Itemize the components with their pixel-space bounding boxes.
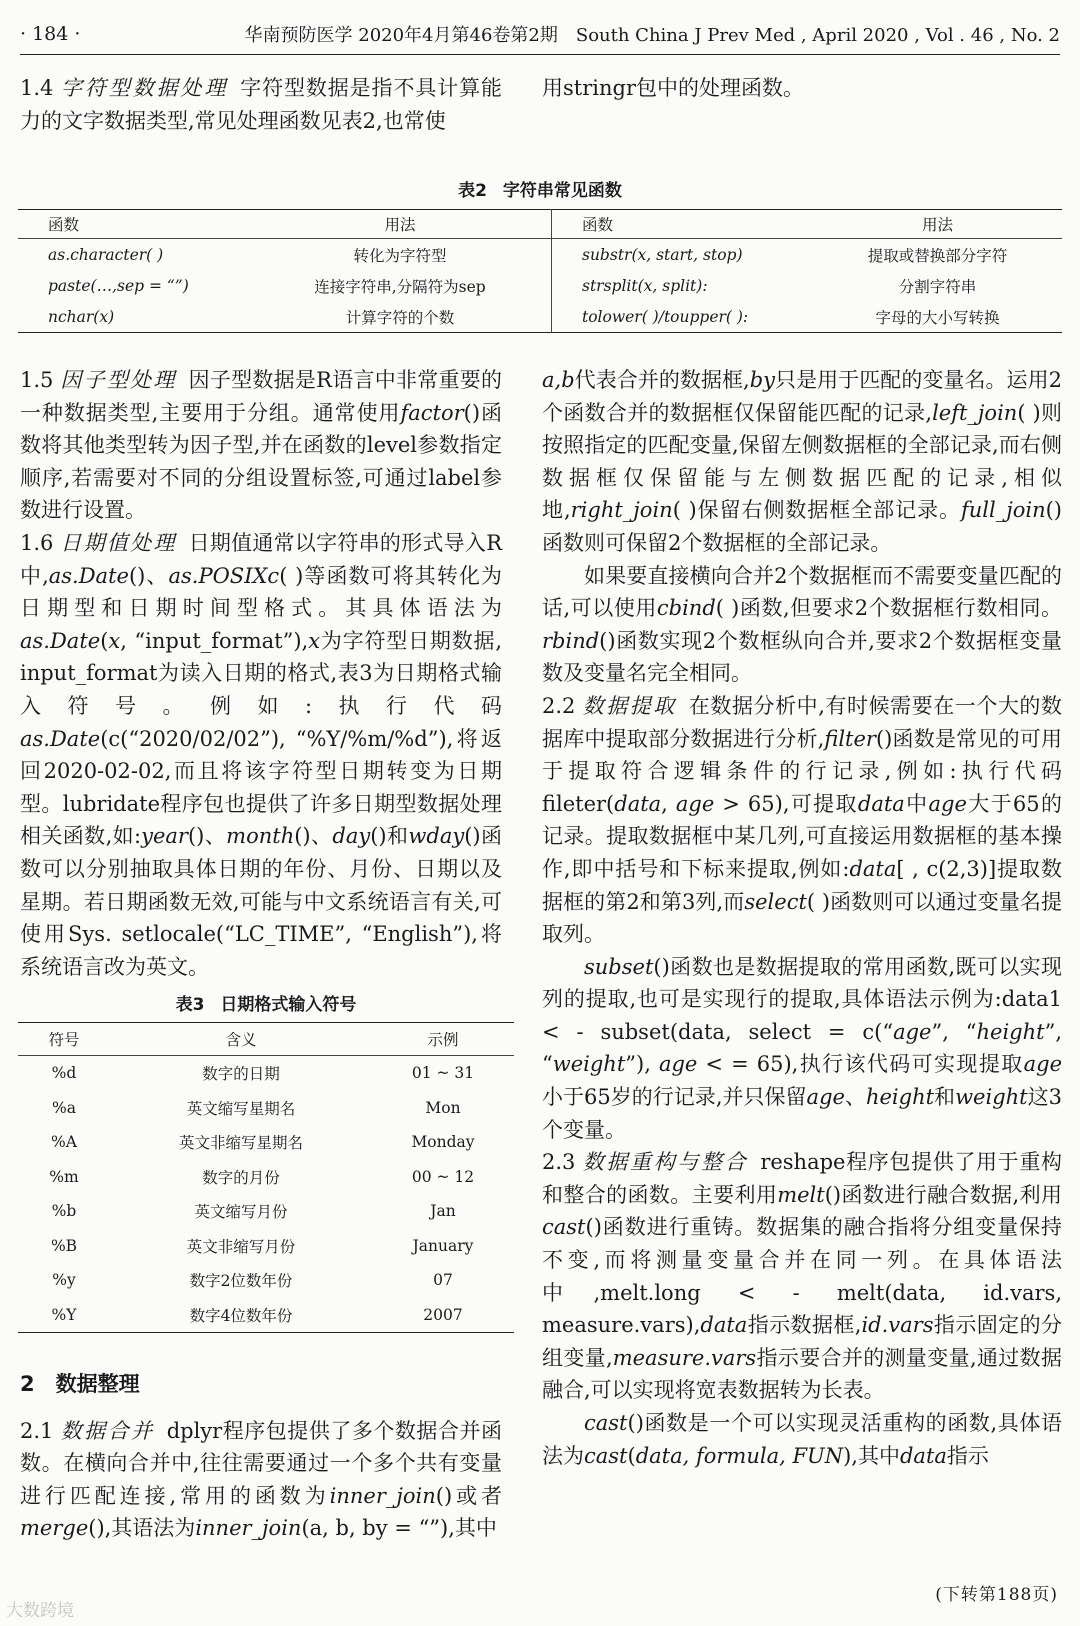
table-row xyxy=(18,1056,514,1091)
table-cell: %m xyxy=(49,1167,79,1186)
table-cell: 数字2位数年份 xyxy=(189,1272,293,1291)
table-cell: %a xyxy=(52,1098,76,1117)
paragraph-text: 和 xyxy=(934,1085,956,1110)
variable-name: x xyxy=(308,628,321,653)
section-1-5 xyxy=(20,364,502,527)
table3-header-cell: 示例 xyxy=(372,1023,514,1056)
section-2-1 xyxy=(20,1415,502,1545)
table-cell: 英文非缩写月份 xyxy=(186,1237,296,1256)
table-cell: 分割字符串 xyxy=(898,277,977,296)
paragraph-text: < = 65),执行该代码可实现提取 xyxy=(697,1052,1024,1077)
paragraph-text: 为字符型日期数据, input_format为读入日期的格式,表3为日期格式输入符号。例如:执行代码 xyxy=(20,628,502,718)
table-cell: 连接字符串,分隔符为sep xyxy=(314,277,486,296)
paragraph xyxy=(542,951,1062,1147)
table-cell: 数字4位数年份 xyxy=(189,1306,293,1325)
variable-name: data xyxy=(857,791,905,816)
table2-header-cell: 函数 xyxy=(552,210,814,239)
function-name: inner_join xyxy=(329,1483,436,1508)
variable-name: id.vars xyxy=(861,1313,934,1338)
table3-header-cell: 含义 xyxy=(110,1023,372,1056)
variable-name: age xyxy=(675,791,715,816)
paragraph-text: 指示数据框, xyxy=(747,1313,862,1338)
section-title: 数据合并 xyxy=(60,1418,155,1443)
paragraph-text: 如果要直接横向合并2个数据框而不需要变量匹配的话,可以使用 xyxy=(542,563,1062,621)
variable-name: height xyxy=(865,1085,935,1110)
paragraph-text: ()函数可以分别抽取具体日期的年份、月份、日期以及星期。若日期函数无效,可能与中文系统语言有关,可使用Sys. setlocale(“LC_TIME”, “English”),将系统语言改为英文。 xyxy=(20,824,503,979)
function-name: left_join xyxy=(932,400,1018,425)
variable-name: data, formula, FUN xyxy=(635,1443,844,1468)
function-name: filter xyxy=(824,726,876,751)
function-name: wday xyxy=(408,824,465,849)
paragraph-text: , “input_format”), xyxy=(120,628,309,653)
table-row xyxy=(18,301,1062,333)
function-name: rbind xyxy=(542,628,600,653)
function-name: as.Date xyxy=(20,726,101,751)
section-2-2 xyxy=(542,690,1062,951)
paragraph-text: (a, b, by = “”),其中 xyxy=(301,1516,497,1541)
section-number: 1.5 xyxy=(20,368,54,392)
function-name: merge xyxy=(20,1516,89,1541)
table-cell: 字母的大小写转换 xyxy=(875,308,1000,327)
function-name: month xyxy=(226,824,295,849)
function-name: cbind xyxy=(656,596,716,621)
paragraph-text: ( )函数则可以通过变量名提取列。 xyxy=(542,889,1062,947)
function-name: cast xyxy=(584,1411,628,1435)
paragraph-text: 用stringr包中的处理函数。 xyxy=(542,76,804,100)
function-name: select xyxy=(744,889,807,914)
paragraph-text: ()函数将其他类型转为因子型,并在函数的level参数指定顺序,若需要对不同的分组设置标签,可通过label参数进行设置。 xyxy=(20,400,502,523)
paragraph-text: ( )等函数可将其转化为日期型和日期时间型格式。其具体语法为 xyxy=(20,563,502,621)
paragraph-text: ()函数则可保留2个数据框的全部记录。 xyxy=(542,498,1062,555)
function-name: inner_join xyxy=(195,1516,302,1541)
paragraph-text: reshape程序包提供了用于重构和整合的函数。主要利用 xyxy=(542,1150,1062,1207)
table2-caption-title: 字符串常见函数 xyxy=(502,181,622,201)
table-cell: %Y xyxy=(51,1305,77,1324)
table-row xyxy=(18,1160,514,1195)
table-cell: Mon xyxy=(425,1098,461,1117)
paragraph-text: ()或者 xyxy=(435,1483,502,1508)
paragraph xyxy=(542,1407,1062,1472)
table3 xyxy=(18,1022,514,1333)
paragraph-text: ( )保留右侧数据框全部记录。 xyxy=(672,498,961,523)
table-row xyxy=(18,1298,514,1333)
table-cell: nchar(x) xyxy=(48,307,115,326)
section-title: 数据重构与整合 xyxy=(582,1150,749,1175)
table-cell: substr(x, start, stop) xyxy=(552,239,814,271)
function-name: factor xyxy=(400,400,464,425)
table-cell: 转化为字符型 xyxy=(353,246,447,265)
table2-header-cell: 函数 xyxy=(18,210,249,239)
paragraph-text: ),其中 xyxy=(843,1443,900,1468)
function-name: right_join xyxy=(570,498,673,523)
table-cell: 2007 xyxy=(423,1305,463,1324)
table3-caption xyxy=(18,990,514,1015)
paragraph-text: , xyxy=(661,791,676,816)
section-2-3 xyxy=(542,1146,1062,1407)
journal-title: 华南预防医学 2020年4月第46卷第2期 South China J Prev Med , April 2020 , Vol . 46 , No. 2 xyxy=(244,25,1060,46)
paragraph-text: 指示固定的分组变量, xyxy=(542,1313,1062,1370)
table-cell: Monday xyxy=(411,1133,475,1152)
paragraph-text: ()函数也是数据提取的常用函数,既可以实现列的提取,也可是实现行的提取,具体语法示例为:data1 < - subset(data, select = c(“ xyxy=(542,954,1062,1044)
paragraph-text: 小于65岁的行记录,并只保留 xyxy=(542,1085,807,1110)
paragraph-text: 字符型数据是指不具计算能力的文字数据类型,常见处理函数见表2,也常使 xyxy=(20,76,503,133)
table-row xyxy=(18,1125,514,1160)
variable-name: weight xyxy=(552,1052,626,1077)
paragraph-text: ()和 xyxy=(370,824,409,849)
paragraph-text: 中 xyxy=(904,791,929,816)
top-right-paragraph xyxy=(542,72,1062,105)
section-title: 因子型处理 xyxy=(60,368,177,392)
table-cell: tolower( )/toupper( ): xyxy=(552,301,814,333)
variable-name: data xyxy=(700,1313,748,1338)
paragraph-text: 代表合并的数据框, xyxy=(574,368,750,392)
table3-header-row xyxy=(18,1023,514,1056)
paragraph xyxy=(542,560,1062,690)
variable-name: height xyxy=(976,1019,1045,1044)
table-cell: 英文非缩写星期名 xyxy=(178,1134,303,1153)
paragraph-text: ()函数进行重铸。数据集的融合指将分组变量保持不变,而将测量变量合并在同一列。在具体语法中,melt.long < - melt(data, id.vars, measure.vars), xyxy=(542,1215,1062,1338)
table-cell: 提取或替换部分字符 xyxy=(867,246,1008,265)
variable-name: age xyxy=(928,791,967,816)
paragraph-text: ()、 xyxy=(128,563,169,588)
table3-caption-number: 表3 xyxy=(175,995,205,1015)
paragraph-text: ()函数进行融合数据,利用 xyxy=(824,1182,1062,1207)
table2-header-cell: 用法 xyxy=(249,210,552,239)
table2-caption-number: 表2 xyxy=(458,181,487,201)
table-cell: 00 ~ 12 xyxy=(411,1167,475,1186)
table-cell: strsplit(x, split): xyxy=(552,270,814,301)
paragraph-text: 、 xyxy=(844,1085,866,1110)
paragraph-text: 指示 xyxy=(946,1443,989,1468)
table-cell: %d xyxy=(51,1064,77,1083)
paragraph-text: 大于65的记录。提取数据框中某几列,可直接运用数据框的基本操作,即中括号和下标来提取,例如: xyxy=(542,791,1062,881)
right-column xyxy=(542,364,1062,1472)
paragraph-text: ()函数是常见的可用于提取符合逻辑条件的行记录,例如:执行代码fileter( xyxy=(542,726,1062,816)
section-number: 2.3 xyxy=(542,1150,576,1175)
variable-name: age xyxy=(1023,1052,1062,1077)
section-number: 1.4 xyxy=(20,76,54,100)
paragraph-text: 这3个变量。 xyxy=(542,1085,1062,1142)
section-title: 日期值处理 xyxy=(60,530,177,555)
table-cell: 数字的日期 xyxy=(202,1065,280,1084)
table-cell: %y xyxy=(52,1271,76,1290)
variable-name: data xyxy=(614,791,662,816)
table-cell: 英文缩写月份 xyxy=(194,1203,288,1222)
continued-footnote: (下转第188页) xyxy=(935,1585,1058,1605)
table-row xyxy=(18,1263,514,1298)
table-row xyxy=(18,1194,514,1229)
paragraph-text: 在数据分析中,有时候需要在一个大的数据库中提取部分数据进行分析, xyxy=(542,693,1062,751)
table2-header-cell: 用法 xyxy=(813,210,1062,239)
table-row xyxy=(18,1091,514,1126)
function-name: cast xyxy=(542,1215,586,1240)
left-column-lower xyxy=(20,1368,502,1545)
section-title: 数据提取 xyxy=(582,693,677,718)
section-number: 2.1 xyxy=(20,1418,54,1443)
section-1-6 xyxy=(20,527,502,983)
table-row xyxy=(18,270,1062,301)
section-number: 2.2 xyxy=(542,693,576,718)
function-name: year xyxy=(141,824,188,849)
variable-name: age xyxy=(806,1085,845,1110)
section-number: 1.6 xyxy=(20,530,54,555)
left-column-upper xyxy=(20,364,502,983)
paragraph-text: dplyr程序包提供了多个数据合并函数。在横向合并中,往往需要通过一个多个共有变量进行匹配连接,常用的函数为 xyxy=(20,1418,502,1508)
variable-name: data xyxy=(849,856,897,881)
table-cell: 07 xyxy=(433,1271,453,1290)
section-2-heading: 2 数据整理 xyxy=(20,1372,140,1396)
paragraph-text: 只是用于匹配的变量名。运用2个函数合并的数据框仅保留能匹配的记录, xyxy=(542,368,1062,425)
table-cell: %b xyxy=(51,1202,77,1221)
section-1-4 xyxy=(20,72,502,137)
variable-name: measure.vars xyxy=(612,1345,757,1370)
table2-header-row xyxy=(18,210,1062,239)
function-name: as.Date xyxy=(48,563,129,588)
table3-header-cell: 符号 xyxy=(18,1023,110,1056)
paragraph-text: ()函数是一个可以实现灵活重构的函数,具体语法为 xyxy=(542,1411,1062,1468)
paragraph-text: > 65),可提取 xyxy=(714,791,858,816)
function-name: cast xyxy=(584,1443,628,1468)
paragraph-text: ( )函数,但要求2个数据框行数相同。 xyxy=(715,596,1062,621)
function-name: subset xyxy=(584,954,654,979)
running-header xyxy=(20,14,1060,55)
table-row xyxy=(18,239,1062,271)
table-cell: %A xyxy=(51,1133,77,1152)
function-name: as.POSIXc xyxy=(168,563,280,588)
table-cell: January xyxy=(412,1236,474,1255)
paragraph-text: ()、 xyxy=(187,824,227,849)
table-cell: %B xyxy=(50,1236,78,1255)
paragraph-text: ( xyxy=(627,1443,636,1468)
variable-name: x xyxy=(108,628,121,653)
paragraph-text: ( xyxy=(100,628,109,653)
function-name: full_join xyxy=(960,498,1046,523)
page-number: · 184 · xyxy=(20,23,81,45)
paragraph-text: (c(“2020/02/02”), “%Y/%m/%d”),将返回2020-02-02,而且将该字符型日期转变为日期型。lubridate程序包也提供了许多日期型数据处理相关函数,如: xyxy=(20,726,502,849)
paragraph-text: ( )则按照指定的匹配变量,保留左侧数据框的全部记录,而右侧数据框仅保留能与左侧数据匹配的记录,相似地, xyxy=(542,400,1062,523)
watermark: 大数跨境 xyxy=(6,1601,74,1621)
paragraph-text: ”, “ xyxy=(931,1019,977,1044)
table-cell: as.character( ) xyxy=(48,245,164,264)
variable-name: by xyxy=(749,368,776,392)
table-cell: 计算字符的个数 xyxy=(345,308,455,327)
table-cell: 01 ~ 31 xyxy=(411,1064,475,1083)
paragraph-text: 日期值通常以字符串的形式导入R中, xyxy=(20,530,503,588)
paragraph-text: (),其语法为 xyxy=(88,1516,196,1541)
paragraph-text: [ , c(2,3)]提取数据框的第2和第3列,而 xyxy=(542,856,1062,914)
paragraph xyxy=(542,364,1062,560)
paragraph-text: 因子型数据是R语言中非常重要的一种数据类型,主要用于分组。通常使用 xyxy=(20,368,503,425)
function-name: melt xyxy=(777,1182,825,1207)
variable-name: weight xyxy=(955,1085,1028,1110)
function-name: as.Date xyxy=(20,628,101,653)
table-cell: paste(…,sep = “”) xyxy=(48,276,189,295)
table2 xyxy=(18,209,1062,333)
variable-name: data xyxy=(899,1443,947,1468)
function-name: day xyxy=(332,824,371,849)
variable-name: age xyxy=(893,1019,932,1044)
paragraph-text: ”, “ xyxy=(542,1019,1062,1077)
table-row xyxy=(18,1229,514,1264)
top-left-paragraph xyxy=(20,72,502,137)
table-cell: 数字的月份 xyxy=(202,1168,280,1187)
table2-caption xyxy=(18,176,1062,201)
variable-name: age xyxy=(658,1052,698,1077)
paragraph-text: ()函数实现2个数框纵向合并,要求2个数据框变量数及变量名完全相同。 xyxy=(542,628,1062,686)
table-cell: 英文缩写星期名 xyxy=(186,1099,296,1118)
variable-name: a,b xyxy=(542,368,575,392)
paragraph-text: ()、 xyxy=(294,824,333,849)
paragraph-text: 指示要合并的测量变量,通过数据融合,可以实现将宽表数据转为长表。 xyxy=(542,1345,1062,1403)
table3-caption-title: 日期格式输入符号 xyxy=(220,995,357,1015)
paragraph-text: ”), xyxy=(625,1052,659,1077)
section-title: 字符型数据处理 xyxy=(60,76,229,100)
table-cell: Jan xyxy=(430,1202,456,1221)
